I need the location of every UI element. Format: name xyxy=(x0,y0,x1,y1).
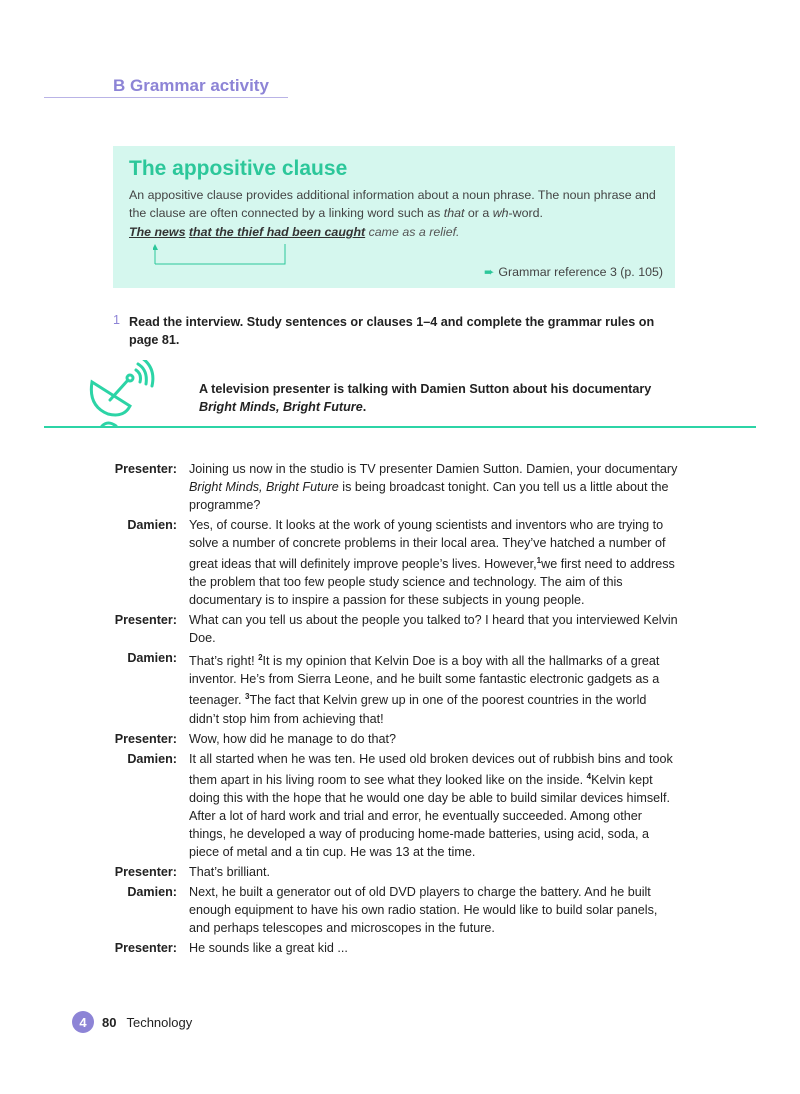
speaker-text xyxy=(189,939,680,957)
text-segment: That’s right! xyxy=(189,654,259,669)
interview-intro: A television presenter is talking with Damien Sutton about his documentary Bright Minds, Bright Future. xyxy=(199,382,652,414)
speaker-text xyxy=(189,649,680,727)
sentence-number: 1 xyxy=(536,556,542,565)
dialogue-turn xyxy=(100,883,680,937)
dialogue-turn xyxy=(100,460,680,514)
speaker-text xyxy=(189,883,680,937)
speaker-label: Presenter: xyxy=(114,864,177,879)
speaker-label: Presenter: xyxy=(114,731,177,746)
text-segment: That’s brilliant. xyxy=(189,864,270,879)
dialogue-turn xyxy=(100,863,680,881)
page-footer xyxy=(72,1011,192,1033)
text-segment: we first need to address the problem that too few people study science and technology. The aim of this documentary is to inspire a passion for these subjects in young people. xyxy=(189,557,675,608)
page-number: 80 xyxy=(102,1014,117,1030)
sentence-number: 4 xyxy=(586,771,592,781)
satellite-dish-icon xyxy=(84,360,156,428)
task-instruction: Read the interview. Study sentences or clauses 1–4 and complete the grammar rules on page 81. xyxy=(129,315,655,347)
intro-divider xyxy=(44,426,756,428)
page-section-label: Technology xyxy=(126,1014,193,1030)
speaker-label: Damien: xyxy=(127,751,177,766)
text-segment: Bright Minds, Bright Future xyxy=(189,480,339,494)
dialogue-turn xyxy=(100,750,680,861)
text-segment: Joining us now in the studio is TV presenter Damien Sutton. Damien, your documentary xyxy=(189,462,678,476)
text-segment: It all started when he was ten. He used old broken devices out of rubbish bins and took them apart in his living room to see what they looked like on the inside. xyxy=(189,751,673,787)
grammar-example: The news that the thief had been caught came as a relief. xyxy=(129,225,460,239)
speaker-label: Damien: xyxy=(127,651,177,666)
text-segment: Yes, of course. It looks at the work of young scientists and inventors who are trying to solve a number of concrete problems in their local area. They’ve hatched a number of great ideas that will definitely improve people’s lives. However, xyxy=(189,518,666,572)
section-divider xyxy=(44,97,288,98)
unit-badge: 4 xyxy=(72,1011,94,1033)
arrow-right-icon: ➨ xyxy=(484,265,495,279)
example-connector-icon xyxy=(153,242,293,266)
speaker-text xyxy=(189,611,680,647)
grammar-box-title: The appositive clause xyxy=(129,157,348,180)
speaker-label: Damien: xyxy=(127,518,177,532)
dialogue-turn xyxy=(100,516,680,609)
speaker-label: Presenter: xyxy=(114,613,177,628)
speaker-label: Presenter: xyxy=(114,462,177,476)
dialogue-turn xyxy=(100,730,680,748)
text-segment: Wow, how did he manage to do that? xyxy=(189,731,397,746)
dialogue-turn xyxy=(100,939,680,957)
interview-dialogue xyxy=(100,460,680,959)
grammar-reference-link[interactable]: ➨ Grammar reference 3 (p. 105) xyxy=(484,265,663,279)
speaker-text xyxy=(189,460,680,514)
speaker-text xyxy=(189,863,680,881)
section-heading: B Grammar activity xyxy=(113,76,269,95)
text-segment: What can you tell us about the people you talked to? I heard that you interviewed Kelvin Doe. xyxy=(189,613,678,646)
speaker-label: Damien: xyxy=(127,884,177,899)
grammar-box xyxy=(113,146,675,288)
text-segment: The fact that Kelvin grew up in one of the poorest countries in the world didn’t stop him from achieving that! xyxy=(189,693,647,726)
text-segment: It is my opinion that Kelvin Doe is a boy with all the hallmarks of a great inventor. He’s from Sierra Leone, and he built some fantastic electronic gadgets as a teenager. xyxy=(189,654,660,708)
text-segment: He sounds like a great kid ... xyxy=(189,940,348,955)
text-segment: Next, he built a generator out of old DVD players to charge the battery. And he built enough equipment to have his own radio station. He would like to build solar panels, and perhaps telescopes and microscopes in the future. xyxy=(189,884,658,935)
task-number: 1 xyxy=(113,313,121,327)
speaker-label: Presenter: xyxy=(114,940,177,955)
dialogue-turn xyxy=(100,649,680,727)
sentence-number: 3 xyxy=(245,692,250,702)
speaker-text xyxy=(189,516,680,609)
dialogue-turn xyxy=(100,611,680,647)
text-segment: Kelvin kept doing this with the hope that he would one day be able to build similar devices himself. After a lot of hard work and trial and error, he eventually succeeded. Among other things, he developed a way of producing home-made batteries, using acid, soda, a piece of metal and a tin cup. He was 13 at the time. xyxy=(189,772,670,859)
text-segment: is being broadcast tonight. Can you tell us a little about the programme? xyxy=(189,480,669,512)
sentence-number: 2 xyxy=(258,653,263,663)
grammar-box-description: An appositive clause provides additional information about a noun phrase. The noun phrase and the clause are often connected by a linking word such as that or a wh-word. xyxy=(129,188,656,220)
speaker-text xyxy=(189,730,680,748)
speaker-text xyxy=(189,750,680,861)
